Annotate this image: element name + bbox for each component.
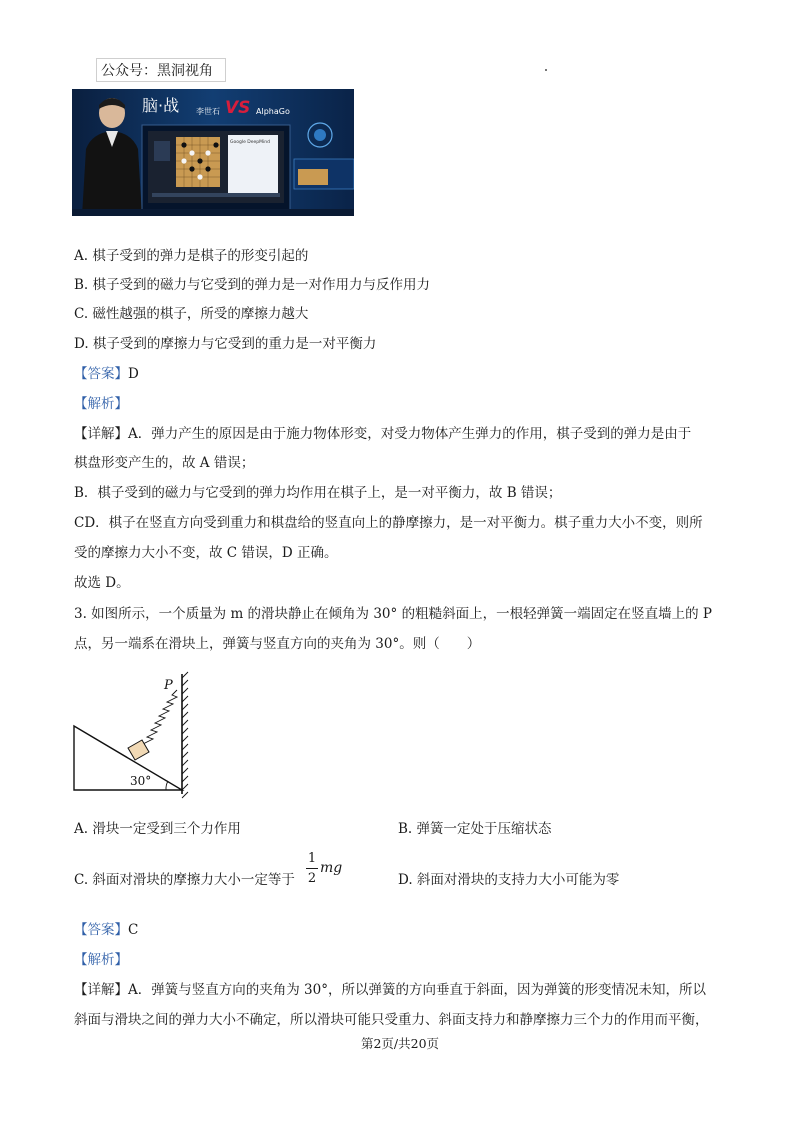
q2-option-c: C. 磁性越强的棋子，所受的摩擦力越大 <box>74 306 309 322</box>
q3-stem-1: 3. 如图所示，一个质量为 m 的滑块静止在倾角为 30° 的粗糙斜面上，一根轻弹簧一端固定在竖直墙上的 P <box>74 606 712 622</box>
q3-answer <box>74 920 138 940</box>
q3-option-b: B. 弹簧一定处于压缩状态 <box>398 821 552 837</box>
answer-tag: 【答案】 <box>74 366 128 382</box>
q2-option-a: A. 棋子受到的弹力是棋子的形变引起的 <box>74 248 309 264</box>
detail-tag: 【详解】 <box>74 982 128 998</box>
incline-spring-figure <box>66 668 196 802</box>
q3-detail-1: 【详解】A．弹簧与竖直方向的夹角为 30°，所以弹簧的方向垂直于斜面，因为弹簧的形变情况未知，所以 <box>74 982 706 998</box>
q2-analysis-tag: 【解析】 <box>74 396 128 412</box>
q3-stem-2: 点，另一端系在滑块上，弹簧与竖直方向的夹角为 30°。则（ ） <box>74 636 481 652</box>
point-p-label: P <box>164 678 173 693</box>
angle-label: 30° <box>130 774 152 788</box>
q3-detail-2: 斜面与滑块之间的弹力大小不确定，所以滑块可能只受重力、斜面支持力和静摩擦力三个力的作用而平衡， <box>74 1012 709 1028</box>
incline <box>74 726 182 790</box>
q2-option-d: D. 棋子受到的摩擦力与它受到的重力是一对平衡力 <box>74 336 377 352</box>
q2-option-b: B. 棋子受到的磁力与它受到的弹力是一对作用力与反作用力 <box>74 277 431 293</box>
q2-answer <box>74 364 139 384</box>
q2-detail-4: CD．棋子在竖直方向受到重力和棋盘给的竖直向上的静摩擦力，是一对平衡力。棋子重力大小不变，则所 <box>74 515 703 531</box>
detail-tag: 【详解】 <box>74 426 128 442</box>
q3-analysis-tag: 【解析】 <box>74 952 128 968</box>
fraction-numerator: 1 <box>307 851 317 866</box>
answer-value: C <box>128 922 139 938</box>
wechat-watermark: 公众号：黑洞视角 <box>96 58 226 82</box>
q2-detail-5: 受的摩擦力大小不变，故 C 错误，D 正确。 <box>74 545 338 561</box>
screen-label: Google DeepMind <box>230 140 270 145</box>
player2-name: AlphaGo <box>256 107 290 116</box>
vs-label: VS <box>225 98 251 118</box>
q3-option-d: D. 斜面对滑块的支持力大小可能为零 <box>398 872 620 888</box>
mg-symbol: mg <box>320 860 343 876</box>
q2-conclusion: 故选 D。 <box>74 575 130 591</box>
fraction-denominator: 2 <box>307 871 317 886</box>
spring <box>143 690 177 748</box>
wall-hatching <box>182 672 188 798</box>
player1-name: 李世石 <box>196 107 220 116</box>
q2-detail-3: B．棋子受到的磁力与它受到的弹力均作用在棋子上，是一对平衡力，故 B 错误； <box>74 485 562 501</box>
answer-tag: 【答案】 <box>74 922 128 938</box>
q3-option-c: C. 斜面对滑块的摩擦力大小一定等于 <box>74 872 295 888</box>
q2-detail-2: 棋盘形变产生的，故 A 错误； <box>74 455 255 471</box>
banner-title: 脑·战 <box>142 96 180 115</box>
q3-option-a: A. 滑块一定受到三个力作用 <box>74 821 241 837</box>
fraction-bar <box>306 868 318 869</box>
alphago-match-photo <box>72 89 354 216</box>
q2-detail-1: 【详解】A．弹力产生的原因是由于施力物体形变，对受力物体产生弹力的作用，棋子受到的弹力是由于 <box>74 426 692 442</box>
angle-arc <box>166 781 168 790</box>
page-number: 第2页/共20页 <box>360 1036 440 1051</box>
speck <box>545 69 547 71</box>
answer-value: D <box>128 366 139 382</box>
